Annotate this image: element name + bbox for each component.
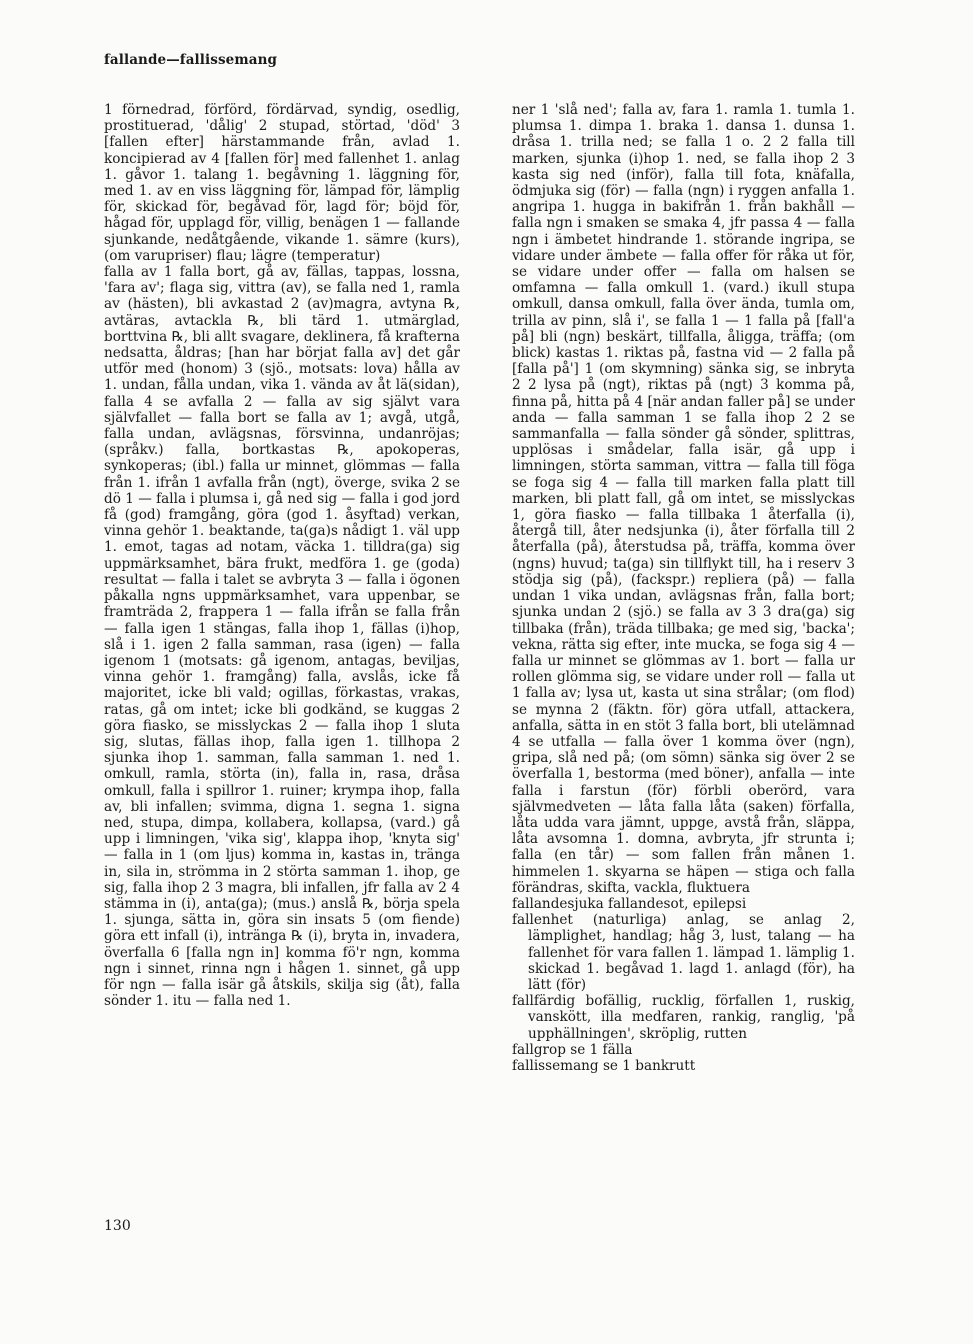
entry-text: fallenhet (naturliga) anlag, se anlag 2, lämplighet, handlag; håg 3, lust, talang — ha fallenhet för vara fallen 1. lämpad 1. lämplig 1. skickad 1. begåvad 1. lagd 1. anlagd (för), ha lätt (för) [512,912,855,993]
entry-text: fallissemang se 1 bankrutt [512,1057,696,1074]
entry-text: fallgrop se 1 fälla [512,1041,633,1058]
entry-text: falla av 1 falla bort, gå av, fällas, tappas, lossna, 'fara av'; flaga sig, vittra (av), se falla ned 1, ramla av (hästen), bli avkastad 2 (av)magra, avtyna ℞, avtäras, avtackla ℞, bli tärd 1. utmärglad, borttvina ℞, bli allt svagare, deklinera, få krafterna nedsatta, åldras; [han har börjat falla av] det går utför med (honom) 3 (sjö., motsats: lova) hålla av 1. undan, fålla undan, vika 1. vända av åt lä(sidan), falla 4 se avfalla 2 — falla av sig självt vara självfallet — falla bort se falla av 1; avgå, utgå, falla undan, avlägsnas, försvinna, undanröjas; (språkv.) falla, bortkastas ℞, apokoperas, synkoperas; (ibl.) falla ur minnet, glömmas — falla från 1. ifrån 1 avfalla från (ngt), överge, svika 2 se dö 1 — falla i plumsa i, gå ned sig — falla i god jord få (god) framgång, göra (god 1. åsyftad) verkan, vinna gehör 1. beaktande, ta(ga)s nådigt 1. väl upp 1. emot, tagas ad notam, väcka 1. tilldra(ga) sig uppmärksamhet, bära frukt, medföra 1. ge (goda) resultat — falla i talet se avbryta 3 — falla i ögonen påkalla ngns uppmärksamhet, vara uppenbar, se framträda 2, frappera 1 — falla ifrån se falla från — falla igen 1 stängas, falla ihop 1, fällas (i)hop, slå i 1. igen 2 falla samman, rasa (igen) — falla igenom 1 (motsats: gå igenom, antagas, beviljas, vinna gehör 1. framgång) falla, avslås, icke få majoritet, icke bli vald; ogillas, förkastas, vrakas, ratas, gå om intet; icke bli godkänd, se kuggas 2 göra fiasko, se misslyckas 2 — falla ihop 1 sluta sig, slutas, fällas ihop, falla igen 1. tillhopa 2 sjunka ihop 1. samman, falla samman 1. ned 1. omkull, ramla, störta (in), falla in, rasa, dråsa omkull, falla i spillror 1. ruiner; krympa ihop, falla av, bli infallen; svimma, digna 1. segna 1. signa ned, stupa, dimpa, kollabera, kollapsa, (vard.) gå upp i limningen, 'vika sig', klappa ihop, 'knyta sig' — falla in 1 (om ljus) komma in, kastas in, tränga in, sila in, strömma in 2 störta samman 1. ihop, ge sig, falla ihop 2 3 magra, bli infallen, jfr falla av 2 4 stämma in (i), anta(ga); (mus.) anslå ℞, börja spela 1. sjunga, sätta in, göra sin insats 5 (om fiende) göra ett infall (i), intränga ℞ (i), bryta in, invadera, överfalla 6 [falla ngn in] komma fö'r ngn, komma ngn i sinnet, rinna ngn i hågen 1. sinnet, gå upp för ngn — falla isär gå åtskils, skilja sig (åt), falla sönder 1. itu — falla ned 1. [104,264,460,1010]
entry-text: 1 förnedrad, förförd, fördärvad, syndig, osedlig, prostituerad, 'dålig' 2 stupad, störtad, 'död' 3 [fallen efter] härstammande från, avlad 1. koncipierad av 4 [fallen för] med fallenhet 1. anlag 1. gåvor 1. talang 1. begåvning 1. läggning för, med 1. av en viss läggning för, lämpad för, lämplig för, skickad för, begåvad för, lagd för; böjd för, hågad för, upplagd för, villig, benägen 1 — fallande sjunkande, nedåtgående, vikande 1. sämre (kurs), (om varupriser) flau; lägre (temperatur) [104,102,460,264]
entry-text: fallfärdig bofällig, rucklig, förfallen 1, ruskig, vanskött, illa medfaren, rankig, ranglig, 'på upphällningen', skröplig, rutten [512,993,855,1042]
running-head: fallande—fallissemang [104,52,278,68]
left-column [104,102,460,1009]
entry-text: ner 1 'slå ned'; falla av, fara 1. ramla 1. tumla 1. plumsa 1. dimpa 1. braka 1. dansa 1. dunsa 1. dråsa 1. trilla ned; se falla 1 o. 2 2 falla till marken, sjunka (i)hop 1. ned, se falla ihop 2 3 kasta sig ned (inför), falla till fota, knäfalla, ödmjuka sig (för) — falla (ngn) i ryggen anfalla 1. angripa 1. hugga in bakifrån 1. från bakhåll — falla ngn i smaken se smaka 4, jfr passa 4 — falla ngn i ämbetet hindrande 1. störande ingripa, se vidare under ämbete — falla offer för råka ut för, se vidare under offer — falla om halsen se omfamna — falla omkull 1. (vard.) ikull stupa omkull, dansa omkull, falla över ända, tumla om, trilla av pinn, slå i', se falla 1 — 1 falla på [fall'a på] bli (ngn) beskärt, tillfalla, åliggа, träffa; (om blick) kastas 1. riktas på, fastna vid — 2 falla på [falla på'] 1 (om skymning) sänka sig, se inbryta 2 2 lysa på (ngt), riktas på (ngt) 3 komma på, finna på, hitta på 4 [när andan faller på] se under anda — falla samman 1 se falla ihop 2 2 se sammanfalla — falla sönder gå sönder, splittras, upplösas i smådelar, falla isär, gå upp i limningen, störta samman, vittra — falla till föga se foga sig 4 — falla till marken falla platt till marken, bli platt fall, gå om intet, se misslyckas 1, göra fiasko — falla tillbaka 1 återfalla (i), återgå till, åter nedsjunka (i), åter förfalla till 2 återfalla (på), återstudsa på, träffa, komma över (ngns) huvud; ta(ga) sin tillflykt till, ha i reserv 3 stödja sig (på), (fackspr.) repliera (på) — falla undan 1 vika undan, avlägsnas från, falla bort; sjunka undan 2 (sjö.) se falla av 3 3 dra(ga) sig tillbaka (från), träda tillbaka; ge med sig, 'backa'; vekna, rätta sig efter, inte mucka, se foga sig 4 — falla ur minnet se glömmas av 1. bort — falla ur rollen glömma sig, se vidare under roll — falla ut 1 falla av; lysa ut, kasta ut sina strålar; (om flod) se mynna 2 (fäktn. för) göra utfall, attackera, anfalla, sätta in en stöt 3 falla bort, bli utelämnad 4 se utfalla — falla över 1 komma över (ngn), gripa, slå ned på; (om sömn) sänka sig över 2 se överfalla 1, bestorma (med böner), anfalla — inte falla i farstun (för) förbli oberörd, vara självmedveten — låta falla låta (saken) förfalla, låta udda vara jämnt, uppge, avstå från, släppa, låta avsomna 1. domna, avbryta, jfr strunta i; falla (en tår) — som fallen från månen 1. himmelen 1. skyarna se häpen — stiga och falla förändras, skifta, vackla, fluktuera [512,102,855,896]
page-number: 130 [104,1218,131,1234]
entry-text: fallandesjuka fallandesot, epilepsi [512,895,747,912]
right-column [512,102,855,1074]
